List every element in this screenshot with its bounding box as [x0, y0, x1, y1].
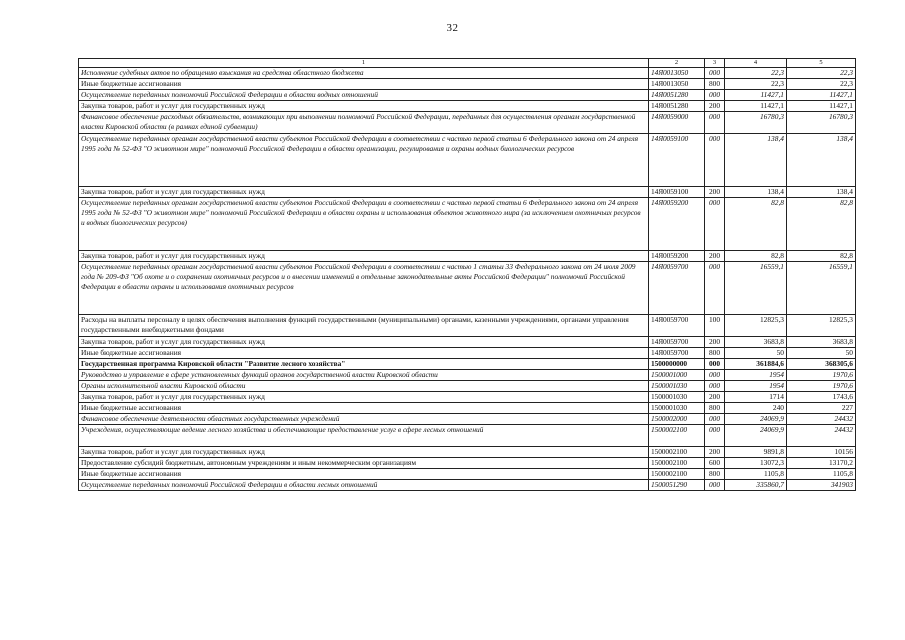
row-amount-year-1: 138,4 — [725, 187, 787, 198]
table-row — [79, 79, 856, 90]
row-expense-type: 200 — [705, 447, 725, 458]
row-expense-type: 800 — [705, 79, 725, 90]
row-amount-year-2: 1105,8 — [787, 469, 856, 480]
row-amount-year-1: 24069,9 — [725, 425, 787, 447]
table-row — [79, 187, 856, 198]
row-description: Иные бюджетные ассигнования — [79, 348, 649, 359]
page-number: 32 — [446, 22, 459, 34]
row-expense-type: 000 — [705, 370, 725, 381]
row-amount-year-2: 341903 — [787, 480, 856, 491]
row-description: Финансовое обеспечение расходных обязательств, возникающих при выполнении полномочий Российской Федерации, переданных для осуществления органам государственной власти Кировской области (в рамках единой субвенции) — [79, 112, 649, 134]
row-expense-type: 000 — [705, 262, 725, 315]
row-expense-type: 000 — [705, 480, 725, 491]
row-amount-year-2: 138,4 — [787, 134, 856, 187]
row-amount-year-2: 13170,2 — [787, 458, 856, 469]
row-amount-year-1: 1714 — [725, 392, 787, 403]
row-target-code: 1500001030 — [649, 381, 705, 392]
row-amount-year-1: 138,4 — [725, 134, 787, 187]
row-target-code: 1500001030 — [649, 392, 705, 403]
table-row — [79, 90, 856, 101]
budget-table — [78, 58, 856, 491]
row-target-code: 14Я0059100 — [649, 187, 705, 198]
row-target-code: 1500001030 — [649, 403, 705, 414]
table-row — [79, 381, 856, 392]
row-amount-year-2: 11427,1 — [787, 101, 856, 112]
row-description: Иные бюджетные ассигнования — [79, 469, 649, 480]
table-row — [79, 392, 856, 403]
row-amount-year-1: 9891,8 — [725, 447, 787, 458]
row-target-code: 14Я0059700 — [649, 315, 705, 337]
row-target-code: 14Я0059700 — [649, 262, 705, 315]
row-description: Осуществление переданных органам государственной власти субъектов Российской Федерации в соответствии с частью первой статьи 6 Федерального закона от 24 апреля 1995 года № 52-ФЗ "О животном мире" полномочий Российской Федерации в области организации, регулирования и охраны водных биологических ресурсов — [79, 134, 649, 187]
row-amount-year-2: 22,3 — [787, 79, 856, 90]
row-target-code: 14Я0059200 — [649, 198, 705, 251]
row-target-code: 1500051290 — [649, 480, 705, 491]
row-target-code: 14Я0051280 — [649, 101, 705, 112]
table-row — [79, 480, 856, 491]
row-amount-year-1: 12825,3 — [725, 315, 787, 337]
row-description: Иные бюджетные ассигнования — [79, 79, 649, 90]
row-description: Органы исполнительной власти Кировской области — [79, 381, 649, 392]
row-description: Осуществление переданных полномочий Российской Федерации в области лесных отношений — [79, 480, 649, 491]
table-row — [79, 68, 856, 79]
row-amount-year-1: 82,8 — [725, 251, 787, 262]
row-expense-type: 200 — [705, 392, 725, 403]
row-amount-year-2: 138,4 — [787, 187, 856, 198]
row-amount-year-2: 24432 — [787, 414, 856, 425]
row-amount-year-1: 16559,1 — [725, 262, 787, 315]
row-description: Учреждения, осуществляющие ведение лесного хозяйства и обеспечивающие предоставление услуг в сфере лесных отношений — [79, 425, 649, 447]
table-row — [79, 101, 856, 112]
row-amount-year-2: 12825,3 — [787, 315, 856, 337]
table-row — [79, 262, 856, 315]
row-target-code: 1500002100 — [649, 447, 705, 458]
row-amount-year-2: 10156 — [787, 447, 856, 458]
row-description: Предоставление субсидий бюджетным, автономным учреждениям и иным некоммерческим организациям — [79, 458, 649, 469]
row-target-code: 14Я0059700 — [649, 337, 705, 348]
table-row — [79, 359, 856, 370]
row-expense-type: 000 — [705, 90, 725, 101]
row-amount-year-1: 1954 — [725, 370, 787, 381]
row-amount-year-1: 361884,6 — [725, 359, 787, 370]
header-col-2: 2 — [649, 59, 705, 68]
row-amount-year-2: 16780,3 — [787, 112, 856, 134]
table-row — [79, 251, 856, 262]
row-target-code: 14Я0013050 — [649, 79, 705, 90]
row-amount-year-1: 240 — [725, 403, 787, 414]
row-description: Государственная программа Кировской области "Развитие лесного хозяйства" — [79, 359, 649, 370]
row-target-code: 1500001000 — [649, 370, 705, 381]
row-amount-year-1: 1105,8 — [725, 469, 787, 480]
row-description: Расходы на выплаты персоналу в целях обеспечения выполнения функций государственными (муниципальными) органами, казенными учреждениями, органами управления государственными внебюджетными фондами — [79, 315, 649, 337]
row-target-code: 1500000000 — [649, 359, 705, 370]
row-target-code: 14Я0059700 — [649, 348, 705, 359]
row-amount-year-2: 22,3 — [787, 68, 856, 79]
row-description: Финансовое обеспечение деятельности областных государственных учреждений — [79, 414, 649, 425]
row-description: Закупка товаров, работ и услуг для государственных нужд — [79, 187, 649, 198]
row-amount-year-2: 16559,1 — [787, 262, 856, 315]
row-amount-year-1: 22,3 — [725, 68, 787, 79]
row-expense-type: 800 — [705, 348, 725, 359]
row-amount-year-1: 82,8 — [725, 198, 787, 251]
row-amount-year-1: 22,3 — [725, 79, 787, 90]
row-amount-year-2: 1743,6 — [787, 392, 856, 403]
row-expense-type: 000 — [705, 414, 725, 425]
row-amount-year-2: 227 — [787, 403, 856, 414]
row-expense-type: 000 — [705, 425, 725, 447]
table-row — [79, 337, 856, 348]
table-row — [79, 134, 856, 187]
row-expense-type: 000 — [705, 359, 725, 370]
table-row — [79, 414, 856, 425]
row-target-code: 14Я0059000 — [649, 112, 705, 134]
row-description: Осуществление переданных органам государственной власти субъектов Российской Федерации в соответствии с частью первой статьи 6 Федерального закона от 24 апреля 1995 года № 52-ФЗ "О животном мире" полномочий Российской Федерации в области охраны и использования объектов животного мира (за исключением охотничьих ресурсов и водных биологических ресурсов) — [79, 198, 649, 251]
table-row — [79, 198, 856, 251]
row-description: Осуществление переданных полномочий Российской Федерации в области водных отношений — [79, 90, 649, 101]
row-description: Закупка товаров, работ и услуг для государственных нужд — [79, 251, 649, 262]
header-col-3: 3 — [705, 59, 725, 68]
row-expense-type: 200 — [705, 251, 725, 262]
row-expense-type: 200 — [705, 337, 725, 348]
row-expense-type: 000 — [705, 68, 725, 79]
row-expense-type: 000 — [705, 198, 725, 251]
row-amount-year-2: 82,8 — [787, 198, 856, 251]
table-row — [79, 425, 856, 447]
row-expense-type: 800 — [705, 469, 725, 480]
table-row — [79, 348, 856, 359]
header-col-5: 5 — [787, 59, 856, 68]
row-amount-year-1: 1954 — [725, 381, 787, 392]
table-row — [79, 112, 856, 134]
row-amount-year-1: 24069,9 — [725, 414, 787, 425]
row-description: Закупка товаров, работ и услуг для государственных нужд — [79, 392, 649, 403]
row-description: Закупка товаров, работ и услуг для государственных нужд — [79, 101, 649, 112]
row-expense-type: 200 — [705, 101, 725, 112]
row-amount-year-2: 1970,6 — [787, 370, 856, 381]
row-amount-year-2: 3683,8 — [787, 337, 856, 348]
row-description: Закупка товаров, работ и услуг для государственных нужд — [79, 337, 649, 348]
row-amount-year-1: 16780,3 — [725, 112, 787, 134]
row-target-code: 1500002000 — [649, 414, 705, 425]
header-col-1: 1 — [79, 59, 649, 68]
row-amount-year-2: 50 — [787, 348, 856, 359]
row-target-code: 14Я0013050 — [649, 68, 705, 79]
row-description: Закупка товаров, работ и услуг для государственных нужд — [79, 447, 649, 458]
row-target-code: 14Я0051280 — [649, 90, 705, 101]
row-target-code: 1500002100 — [649, 469, 705, 480]
row-description: Осуществление переданных органам государственной власти субъектов Российской Федерации в соответствии с частью 1 статьи 33 Федерального закона от 24 июля 2009 года № 209-ФЗ "Об охоте и о сохранении охотничьих ресурсов и о внесении изменений в отдельные законодательные акты Российской Федерации" полномочий Российской Федерации в области охраны и использования охотничьих ресурсов — [79, 262, 649, 315]
row-amount-year-1: 50 — [725, 348, 787, 359]
row-description: Иные бюджетные ассигнования — [79, 403, 649, 414]
table-row — [79, 403, 856, 414]
row-target-code: 1500002100 — [649, 425, 705, 447]
table-row — [79, 458, 856, 469]
row-target-code: 14Я0059100 — [649, 134, 705, 187]
table-header-row — [79, 59, 856, 68]
row-amount-year-1: 335860,7 — [725, 480, 787, 491]
table-row — [79, 315, 856, 337]
row-amount-year-2: 368305,6 — [787, 359, 856, 370]
row-target-code: 14Я0059200 — [649, 251, 705, 262]
row-description: Руководство и управление в сфере установленных функций органов государственной власти Кировской области — [79, 370, 649, 381]
row-expense-type: 200 — [705, 187, 725, 198]
row-amount-year-1: 13072,3 — [725, 458, 787, 469]
row-amount-year-1: 3683,8 — [725, 337, 787, 348]
table-row — [79, 447, 856, 458]
row-target-code: 1500002100 — [649, 458, 705, 469]
row-expense-type: 000 — [705, 381, 725, 392]
row-amount-year-2: 24432 — [787, 425, 856, 447]
table-row — [79, 370, 856, 381]
row-expense-type: 600 — [705, 458, 725, 469]
row-amount-year-2: 11427,1 — [787, 90, 856, 101]
header-col-4: 4 — [725, 59, 787, 68]
table-body — [79, 68, 856, 491]
row-amount-year-2: 1970,6 — [787, 381, 856, 392]
row-description: Исполнение судебных актов по обращению взыскания на средства областного бюджета — [79, 68, 649, 79]
row-expense-type: 800 — [705, 403, 725, 414]
row-expense-type: 000 — [705, 134, 725, 187]
row-expense-type: 000 — [705, 112, 725, 134]
row-amount-year-1: 11427,1 — [725, 90, 787, 101]
row-amount-year-2: 82,8 — [787, 251, 856, 262]
row-amount-year-1: 11427,1 — [725, 101, 787, 112]
table-row — [79, 469, 856, 480]
row-expense-type: 100 — [705, 315, 725, 337]
